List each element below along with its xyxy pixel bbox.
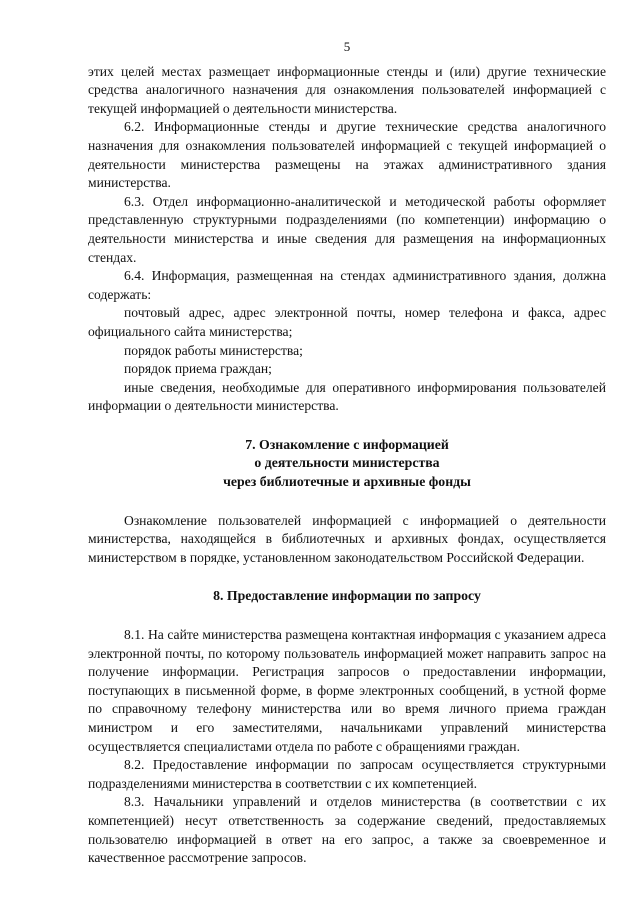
paragraph: 6.3. Отдел информационно-аналитической и методической работы оформляет представленную структурными подразделениями (по компетенции) информацию о деятельности министерства и иные сведения для размещения на информационных стендах. [88, 193, 606, 265]
paragraph: этих целей местах размещает информационные стенды и (или) другие технические средства аналогичного назначения для ознакомления пользователей информацией с текущей информацией о деятельности министерства. [88, 63, 606, 116]
document-body [88, 63, 606, 868]
page-number: 5 [343, 39, 351, 54]
paragraph: 6.4. Информация, размещенная на стендах административного здания, должна содержать: [88, 268, 606, 302]
spacer [88, 606, 606, 626]
section-heading: 8. Предоставление информации по запросу [213, 588, 481, 604]
paragraph: порядок работы министерства; [124, 342, 303, 358]
spacer [88, 492, 606, 512]
paragraph: порядок приема граждан; [124, 361, 272, 377]
spacer [88, 567, 606, 587]
paragraph: почтовый адрес, адрес электронной почты, номер телефона и факса, адрес официального сайта министерства; [88, 305, 606, 339]
section-heading: 7. Ознакомление с информацией [245, 436, 449, 452]
paragraph: иные сведения, необходимые для оперативного информирования пользователей информации о деятельности министерства. [88, 379, 606, 414]
section-heading: о деятельности министерства [254, 455, 440, 471]
section-heading: через библиотечные и архивные фонды [223, 474, 471, 490]
paragraph: 6.2. Информационные стенды и другие технические средства аналогичного назначения для ознакомления пользователей информацией с текущей информацией о деятельности министерства размещены на этажах административного здания министерства. [88, 119, 606, 191]
paragraph: 8.1. На сайте министерства размещена контактная информация с указанием адреса электронной почты, по которому пользователь информацией может направить запрос на получение информации. Регистрация запросов о предоставлении информации, поступающих в письменной форме, в форме электронных сообщений, в устной форме по справочному телефону министерства или во время личного приема граждан министром и его заместителями, начальниками управлений министерства осуществляется специалистами отдела по работе с обращениями граждан. [88, 627, 606, 754]
paragraph: 8.2. Предоставление информации по запросам осуществляется структурными подразделениями министерства в соответствии с их компетенцией. [88, 757, 606, 791]
spacer [88, 416, 606, 436]
paragraph: Ознакомление пользователей информацией с информацией о деятельности министерства, находящейся в библиотечных и архивных фондах, осуществляется министерством в порядке, установленном законодательством Российской Федерации. [88, 512, 606, 565]
paragraph: 8.3. Начальники управлений и отделов министерства (в соответствии с их компетенцией) несут ответственность за содержание сведений, предоставляемых пользователю информацией в ответ на его запрос, а также за своевременное и качественное рассмотрение запросов. [88, 794, 606, 866]
